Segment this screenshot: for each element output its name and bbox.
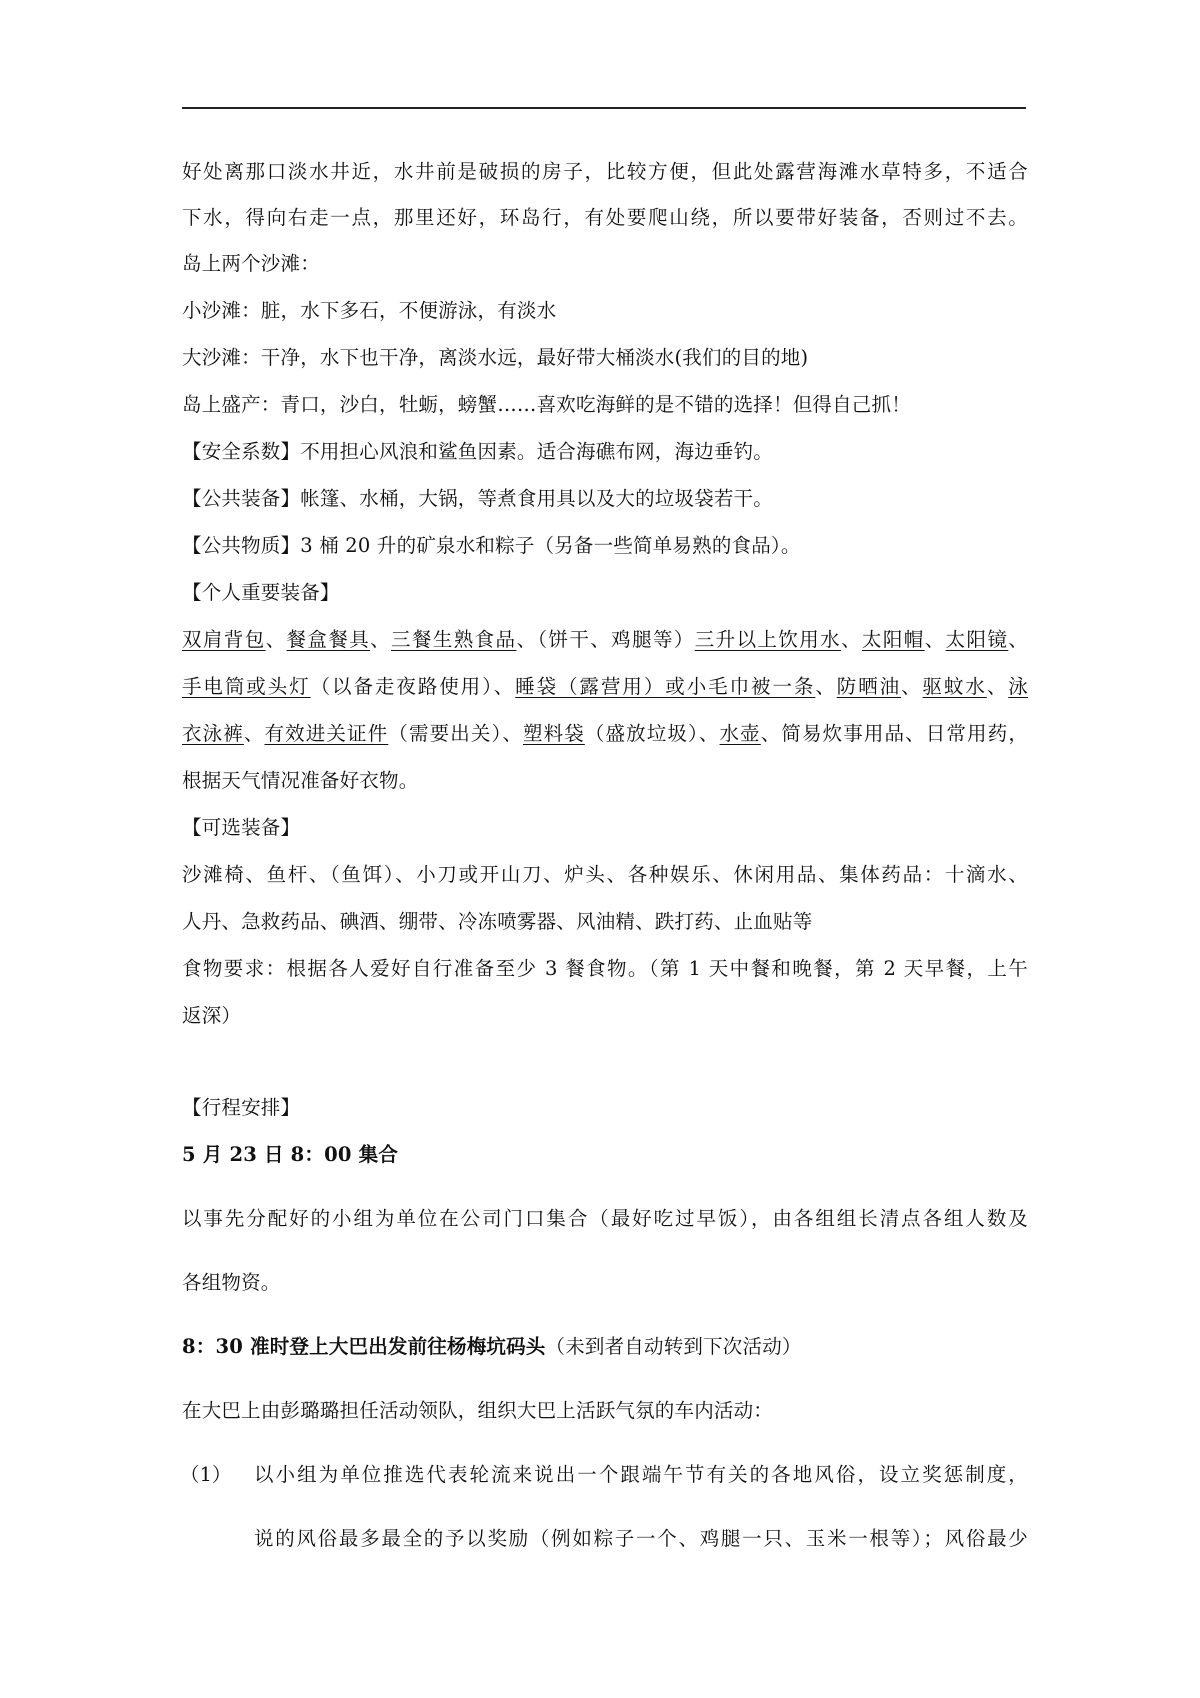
list-number: （1） [180, 1463, 232, 1486]
gear-item: 手电筒或头灯 [182, 675, 311, 698]
section-optional-gear-heading: 【可选装备】 [182, 816, 301, 839]
gear-separator: 、 [986, 675, 1009, 698]
itinerary-time-heading: 5 月 23 日 8：00 集合 [182, 1143, 399, 1166]
gear-item: 太阳帽 [861, 628, 925, 651]
paragraph-line: 岛上盛产：青口，沙白，牡蛎，螃蟹……喜欢吃海鲜的是不错的选择！但得自己抓！ [182, 393, 911, 416]
gear-separator: 、 [815, 675, 837, 698]
paragraph-line: 返深） [182, 1004, 242, 1027]
itinerary-departure-note: （未到者自动转到下次活动） [545, 1335, 802, 1358]
gear-separator: 、（饼干、鸡腿等） [516, 628, 695, 651]
gear-separator: 、 [1008, 628, 1028, 651]
gear-separator: 、 [841, 628, 862, 651]
gear-item: 三升以上饮用水 [694, 628, 842, 651]
paragraph-line: 沙滩椅、鱼杆、（鱼饵）、小刀或开山刀、炉头、各种娱乐、休闲用品、集体药品：十滴水、 [182, 863, 1028, 886]
gear-separator: （需要出关）、 [388, 722, 523, 745]
section-public-supplies: 【公共物质】3 桶 20 升的矿泉水和粽子（另备一些简单易熟的食品）。 [182, 534, 801, 557]
gear-separator: 、 [243, 722, 265, 745]
gear-separator: （以备走夜路使用）、 [310, 675, 516, 698]
list-item-line: 说的风俗最多最全的予以奖励（例如粽子一个、鸡腿一只、玉米一根等）；风俗最少 [254, 1527, 1028, 1550]
gear-item: 太阳镜 [945, 628, 1009, 651]
gear-item: 双肩背包 [182, 628, 266, 651]
gear-list-line [182, 625, 1028, 655]
gear-list-line [182, 672, 1028, 702]
section-personal-gear-heading: 【个人重要装备】 [182, 581, 340, 604]
gear-separator: 、 [265, 628, 287, 651]
gear-list-line [182, 719, 1028, 749]
paragraph-line: 岛上两个沙滩： [182, 252, 320, 275]
gear-item: 防晒油 [836, 675, 902, 698]
section-safety: 【安全系数】不用担心风浪和鲨鱼因素。适合海礁布网，海边垂钓。 [182, 440, 774, 463]
gear-item: 驱蚊水 [922, 675, 987, 698]
paragraph-line: 人丹、急救药品、碘酒、绷带、冷冻喷雾器、风油精、跌打药、止血贴等 [182, 910, 813, 933]
gear-item: 塑料袋 [522, 722, 585, 745]
paragraph-line: 小沙滩：脏，水下多石，不便游泳，有淡水 [182, 299, 557, 322]
gear-separator: 、 [901, 675, 923, 698]
paragraph-line: 大沙滩：干净，水下也干净，离淡水远，最好带大桶淡水(我们的目的地) [182, 346, 809, 369]
gear-separator: 、简易炊事用品、日常用药， [760, 722, 1029, 745]
paragraph-line: 各组物资。 [182, 1271, 281, 1294]
gear-separator: 、 [924, 628, 946, 651]
gear-item: 有效进关证件 [264, 722, 389, 745]
gear-item: 衣泳裤 [182, 722, 244, 745]
gear-list-line: 根据天气情况准备好衣物。 [182, 769, 419, 792]
paragraph-line: 食物要求：根据各人爱好自行准备至少 3 餐食物。（第 1 天中餐和晚餐，第 2 天早餐，上午 [182, 957, 1028, 980]
gear-item: 水壶 [719, 722, 761, 745]
gear-item: 泳 [1008, 675, 1028, 698]
list-item-line: 以小组为单位推选代表轮流来说出一个跟端午节有关的各地风俗，设立奖惩制度， [254, 1463, 1028, 1486]
paragraph-line: 在大巴上由彭璐璐担任活动领队，组织大巴上活跃气氛的车内活动： [182, 1399, 774, 1422]
gear-item: 睡袋（露营用）或小毛巾被一条 [515, 675, 816, 698]
header-rule [182, 107, 1026, 109]
paragraph-line: 以事先分配好的小组为单位在公司门口集合（最好吃过早饭），由各组组长清点各组人数及 [182, 1207, 1028, 1230]
gear-separator: 、 [370, 628, 392, 651]
section-itinerary-heading: 【行程安排】 [182, 1096, 301, 1119]
gear-item: 餐盒餐具 [286, 628, 371, 651]
paragraph-line: 下水，得向右走一点，那里还好，环岛行，有处要爬山绕，所以要带好装备，否则过不去。 [182, 206, 1028, 229]
paragraph-line: 好处离那口淡水井近，水井前是破损的房子，比较方便，但此处露营海滩水草特多，不适合 [182, 160, 1028, 183]
gear-separator: （盛放垃圾）、 [584, 722, 720, 745]
gear-item: 三餐生熟食品 [391, 628, 517, 651]
itinerary-departure-time: 8：30 准时登上大巴出发前往杨梅坑码头 [182, 1335, 546, 1358]
section-public-gear: 【公共装备】帐篷、水桶，大锅，等煮食用具以及大的垃圾袋若干。 [182, 487, 774, 510]
itinerary-departure [182, 1332, 802, 1362]
